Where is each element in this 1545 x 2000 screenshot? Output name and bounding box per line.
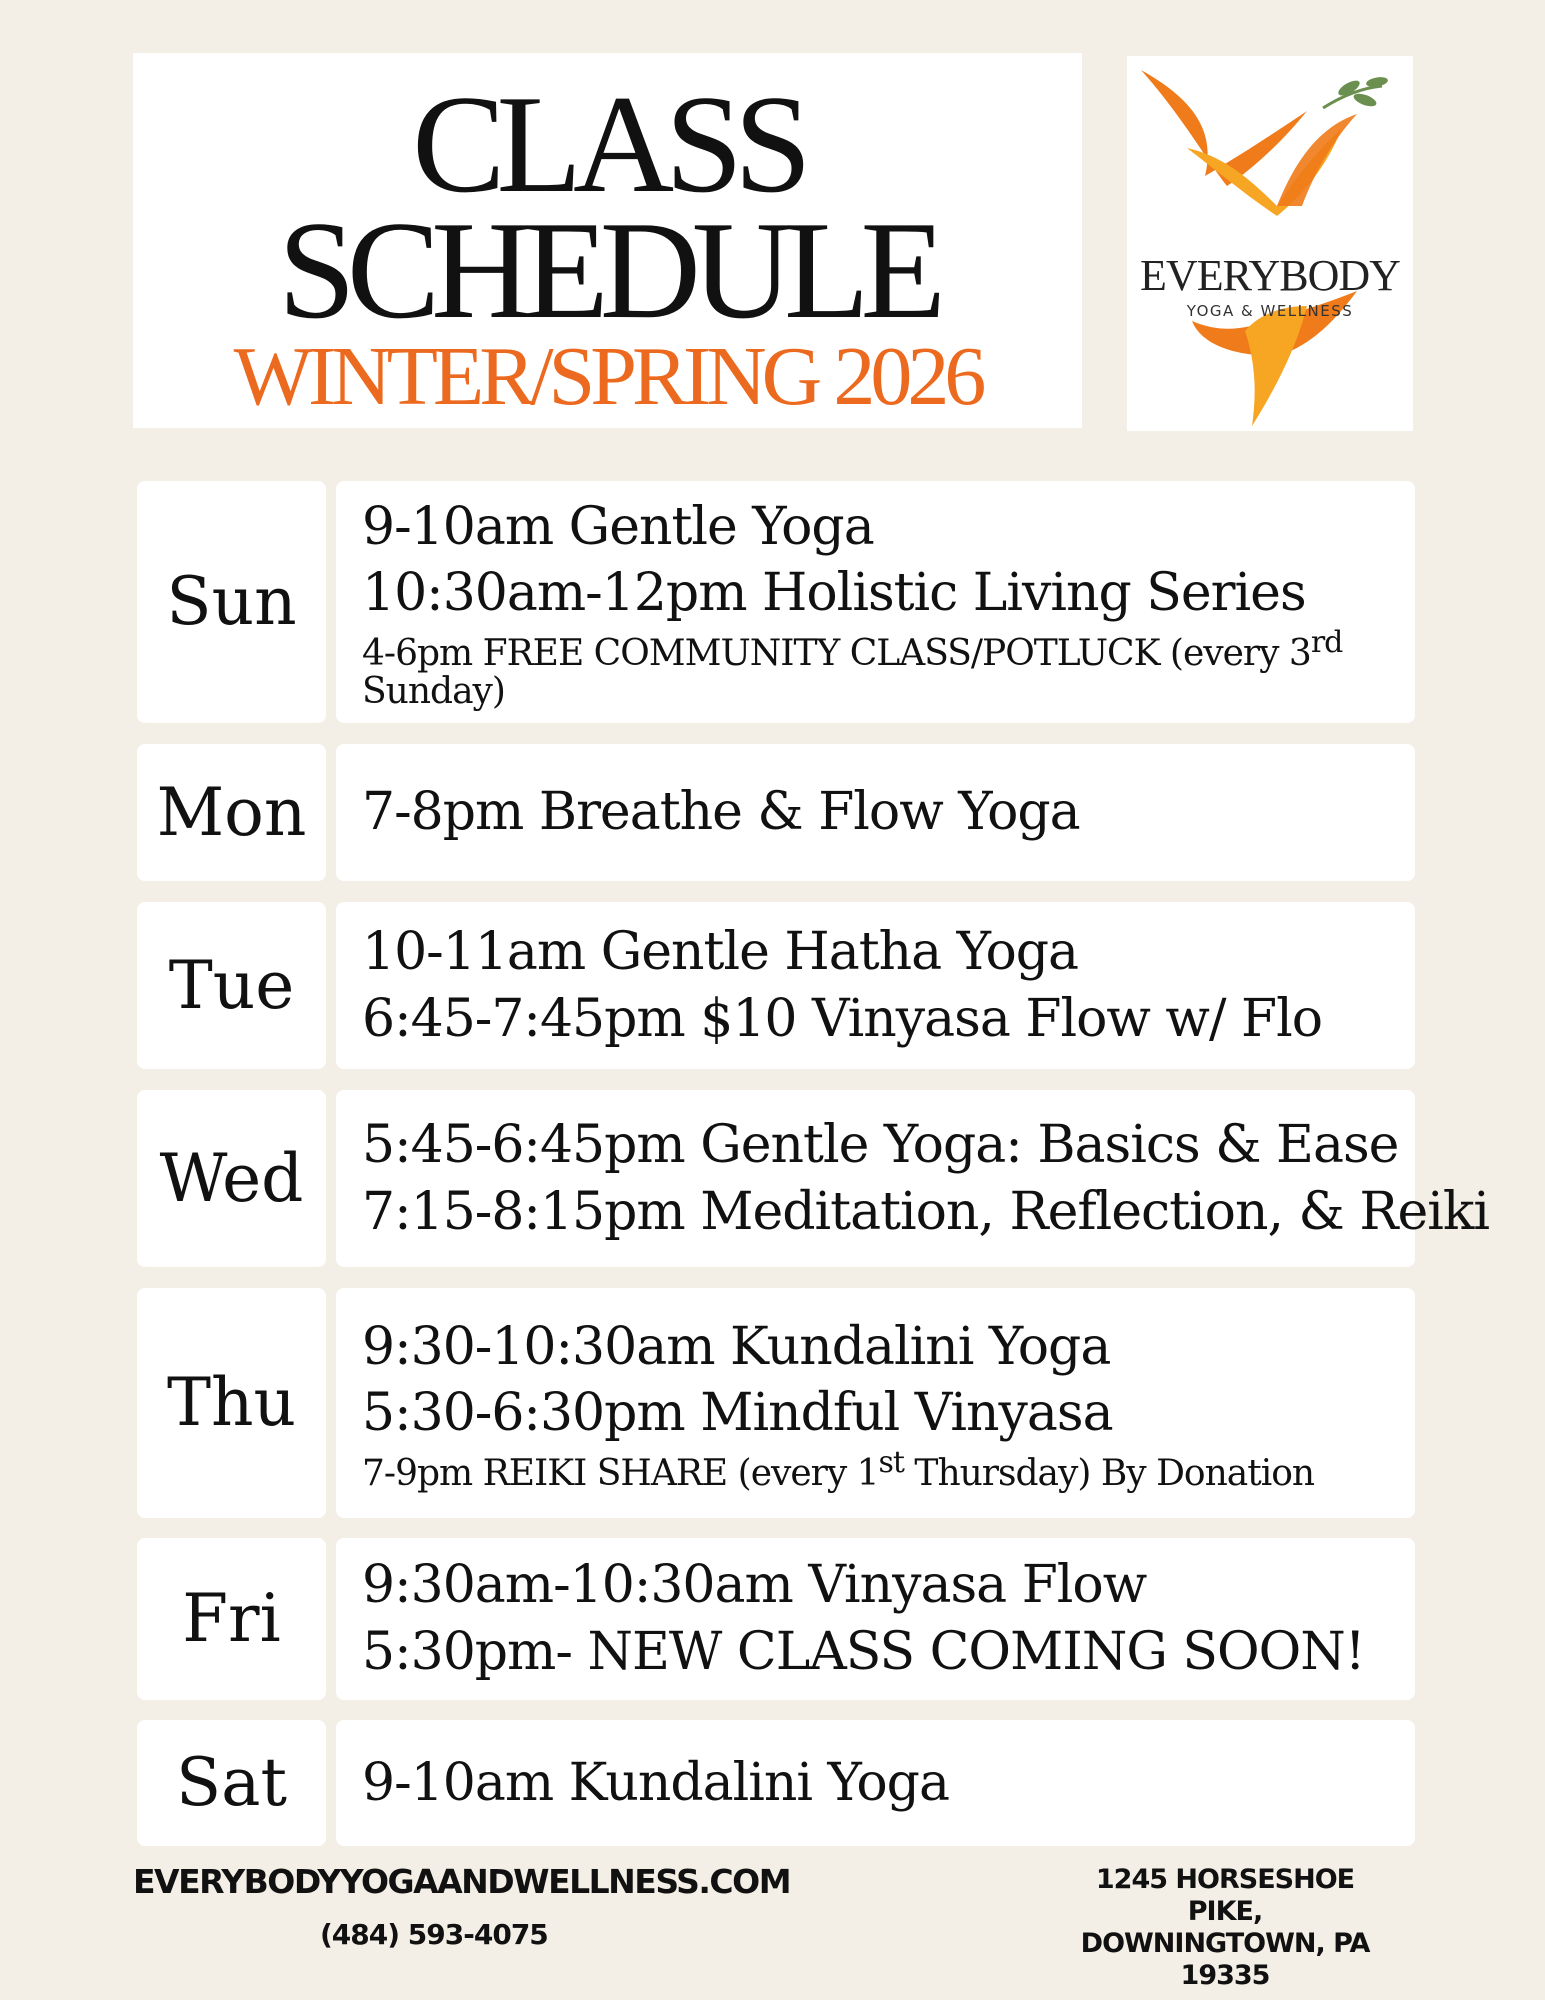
class-entry: 6:45-7:45pm $10 Vinyasa Flow w/ Flo [362, 988, 1323, 1049]
class-entry: 7:15-8:15pm Meditation, Reflection, & Reiki [362, 1181, 1490, 1242]
special-event-note [362, 624, 1415, 712]
note-text: Sunday) [362, 670, 505, 712]
class-list [336, 744, 1415, 881]
schedule-row-saturday [137, 1720, 1415, 1846]
day-cell [137, 1720, 326, 1846]
class-entry: 10-11am Gentle Hatha Yoga [362, 921, 1079, 982]
class-entry: 9-10am Gentle Yoga [362, 496, 874, 557]
logo-wordmark: EVERYBODY [1140, 251, 1400, 300]
note-text: 4-6pm FREE COMMUNITY CLASS/POTLUCK (every 3 [362, 632, 1311, 674]
class-entry: 10:30am-12pm Holistic Living Series [362, 563, 1306, 624]
phone-number[interactable]: (484) 593-4075 [320, 1918, 548, 1951]
season-subtitle: WINTER/SPRING 2026 [233, 330, 982, 423]
ordinal-suffix: rd [1310, 624, 1343, 660]
class-entry: 9-10am Kundalini Yoga [362, 1752, 949, 1813]
schedule-row-wednesday [137, 1090, 1490, 1267]
studio-address [1060, 1864, 1390, 1992]
logo-tagline: YOGA & WELLNESS [1186, 302, 1354, 320]
address-line: DOWNINGTOWN, PA [1080, 1928, 1370, 1959]
class-list [336, 1538, 1415, 1700]
title-banner [133, 53, 1082, 428]
day-cell [137, 1538, 326, 1700]
day-label: Fri [182, 1580, 281, 1657]
address-line: 1245 HORSESHOE PIKE, [1095, 1864, 1355, 1927]
class-list [336, 1720, 1415, 1846]
class-list [336, 902, 1415, 1069]
ordinal-suffix: st [878, 1444, 904, 1480]
day-cell [137, 902, 326, 1069]
website-link[interactable]: EVERYBODYYOGAANDWELLNESS.COM [133, 1862, 791, 1901]
schedule-row-sunday [137, 481, 1415, 723]
class-list [336, 1090, 1490, 1267]
address-line: 19335 [1180, 1960, 1270, 1991]
special-event-note [362, 1444, 1415, 1494]
day-label: Thu [166, 1364, 297, 1441]
day-label: Mon [156, 773, 307, 851]
note-text: 7-9pm REIKI SHARE (every 1 [362, 1452, 879, 1494]
day-label: Sat [175, 1744, 288, 1821]
schedule-row-monday [137, 744, 1415, 881]
page-title-line-1: CLASS [412, 67, 803, 222]
day-cell [137, 744, 326, 881]
class-entry: 5:45-6:45pm Gentle Yoga: Basics & Ease [362, 1114, 1399, 1175]
class-list [336, 481, 1415, 723]
day-label: Sun [166, 563, 297, 640]
class-entry: 9:30-10:30am Kundalini Yoga [362, 1316, 1111, 1377]
page-title-line-2: SCHEDULE [277, 193, 938, 348]
schedule-row-friday [137, 1538, 1415, 1700]
note-text: Thursday) By Donation [903, 1452, 1315, 1494]
day-cell [137, 481, 326, 723]
bird-logo-icon [1127, 56, 1413, 431]
class-entry: 9:30am-10:30am Vinyasa Flow [362, 1555, 1147, 1616]
class-entry: 5:30-6:30pm Mindful Vinyasa [362, 1383, 1113, 1444]
day-label: Wed [159, 1139, 304, 1217]
class-entry: 5:30pm- NEW CLASS COMING SOON! [362, 1622, 1365, 1682]
schedule-row-thursday [137, 1288, 1415, 1518]
day-cell [137, 1090, 326, 1267]
studio-logo [1127, 56, 1413, 431]
class-entry: 7-8pm Breathe & Flow Yoga [362, 782, 1080, 843]
schedule-row-tuesday [137, 902, 1415, 1069]
class-list [336, 1288, 1415, 1518]
day-label: Tue [168, 946, 295, 1024]
day-cell [137, 1288, 326, 1518]
